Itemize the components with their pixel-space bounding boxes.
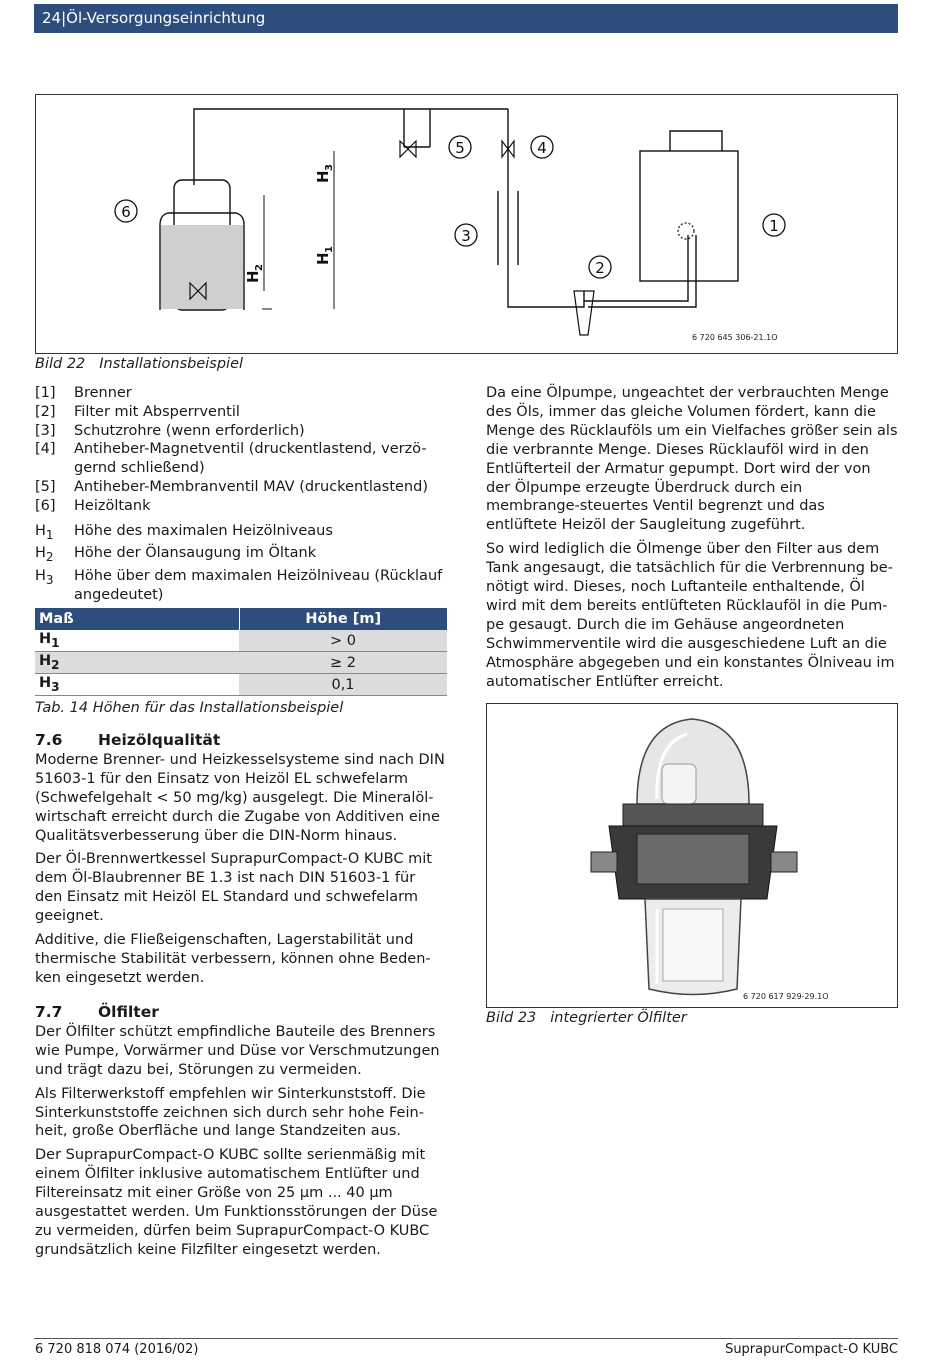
figure22-caption — [35, 356, 243, 372]
table-row: $H_2$ ≥ 2 — [35, 652, 447, 674]
callout-label-1: 1 — [769, 217, 779, 235]
oil-filter-illustration — [487, 704, 897, 1007]
installation-diagram — [35, 94, 898, 354]
section-heading: 7.7 Ölfilter — [35, 1003, 159, 1021]
legend-item: [6] Heizöltank — [35, 497, 151, 514]
figure22-title: Installationsbeispiel — [99, 356, 244, 372]
table-row: $H_1$ > 0 — [35, 630, 447, 652]
figure22-code: 6 720 645 306-21.1O — [692, 333, 778, 342]
figure23-caption — [486, 1010, 687, 1026]
dim-label-h1: H — [314, 252, 332, 265]
table-header-row — [35, 608, 447, 630]
header-separator: | — [61, 9, 67, 27]
callout-label-6: 6 — [121, 203, 131, 221]
legend-item: [5] Antiheber-Membranventil MAV (druckentlastend) — [35, 478, 428, 495]
legend-height-item: $H_2$ Höhe der Ölansaugung im Öltank — [35, 545, 317, 565]
callout-label-3: 3 — [461, 227, 471, 245]
oil-fill — [161, 225, 243, 309]
dim-label-h3: H — [314, 170, 332, 183]
section-7-6 — [35, 731, 447, 993]
figure23-code: 6 720 617 929-29.1O — [743, 992, 829, 1001]
table14-title: Höhen für das Installationsbeispiel — [92, 700, 344, 716]
paragraph: Der Öl-Brennwertkessel SuprapurCompact-O KUBC mit dem Öl-Blaubrenner BE 1.3 ist nach DIN 51603-1 für den Einsatz mit Heizöl EL Standard und schwefelarm geeignet. — [35, 851, 432, 925]
right-column-text — [486, 384, 898, 697]
section-7-7 — [35, 1003, 447, 1265]
figure23-label: Bild 23 — [486, 1010, 537, 1026]
paragraph: Additive, die Fließeigenschaften, Lagerstabilität und thermische Stabilität verbessern, können ohne Beden-ken eingesetzt werden. — [35, 932, 431, 986]
footer-divider — [34, 1338, 898, 1339]
paragraph: Moderne Brenner- und Heizkesselsysteme sind nach DIN 51603-1 für den Einsatz von Heizöl EL schwefelarm (Schwefelgehalt < 50 mg/kg) ausgelegt. Die Mineralöl-wirtschaft erreicht durch die Zugabe von Additiven eine Qualitätsverbesserung über die DIN-Norm hinaus. — [35, 751, 445, 844]
legend-height-item: $H_1$ Höhe des maximalen Heizölniveaus — [35, 522, 333, 542]
legend-item: [3] Schutzrohre (wenn erforderlich) — [35, 422, 305, 439]
legend-item: [4] Antiheber-Magnetventil (druckentlastend, verzö-gernd schließend) — [35, 441, 427, 477]
table-row: $H_3$ 0,1 — [35, 674, 447, 696]
callout-label-4: 4 — [537, 139, 547, 157]
figure22-legend — [35, 384, 455, 605]
footer-doc-number: 6 720 818 074 (2016/02) — [35, 1342, 199, 1357]
table14-label: Tab. 14 — [35, 700, 89, 716]
paragraph: Der Ölfilter schützt empfindliche Bauteile des Brenners wie Pumpe, Vorwärmer und Düse vor Verschmutzungen und trägt dazu bei, Störungen zu vermeiden. — [35, 1023, 440, 1078]
table14-caption — [35, 700, 343, 716]
dim-label-h2-sub: 2 — [254, 264, 265, 271]
section-heading: 7.6 Heizölqualität — [35, 731, 221, 749]
legend-height-item: $H_3$ Höhe über dem maximalen Heizölniveau (Rücklauf angedeutet) — [35, 567, 443, 603]
table-header-mass: Maß — [35, 608, 239, 630]
heights-table — [35, 608, 447, 696]
callout-label-5: 5 — [455, 139, 465, 157]
oil-filter-figure — [486, 703, 898, 1008]
figure23-title: integrierter Ölfilter — [550, 1010, 687, 1026]
table-header-height: Höhe [m] — [239, 608, 447, 630]
legend-item: [2] Filter mit Absperrventil — [35, 403, 240, 420]
paragraph: So wird lediglich die Ölmenge über den Filter aus dem Tank angesaugt, die tatsächlich für die Verbrennung be-nötigt wird. Dieses, noch Luftanteile enthaltende, Öl wird mit dem bereits entlüfteten Rücklauföl in die Pum-pe gesaugt. Durch die im Gehäuse angeordneten Schwimmerventile wird die ausgeschiedene Luft an die Atmosphäre abgegeben und ein konstantes Ölniveau im automatischer Entlüfter erreicht. — [486, 541, 895, 690]
installation-diagram-svg — [36, 95, 897, 353]
dim-label-h2: H — [244, 270, 262, 283]
dim-label-h1-sub: 1 — [324, 246, 335, 253]
callout-label-2: 2 — [595, 259, 605, 277]
dim-label-h3-sub: 3 — [324, 164, 335, 171]
paragraph: Als Filterwerkstoff empfehlen wir Sinterkunststoff. Die Sinterkunststoffe zeichnen sich durch sehr hohe Fein-heit, große Oberfläche und lange Standzeiten aus. — [35, 1085, 426, 1140]
figure22-label: Bild 22 — [35, 356, 86, 372]
page-header — [34, 4, 898, 33]
footer-product: SuprapurCompact-O KUBC — [725, 1342, 898, 1357]
legend-item: [1] Brenner — [35, 385, 132, 401]
section-title: Öl-Versorgungseinrichtung — [66, 9, 266, 27]
burner-outline — [640, 151, 738, 281]
paragraph: Da eine Ölpumpe, ungeachtet der verbrauchten Menge des Öls, immer das gleiche Volumen fördert, kann die Menge des Rücklauföls um ein Vielfaches größer sein als die verbrannte Menge. Dieses Rücklauföl wird in den Entlüfterteil der Armatur gepumpt. Dort wird der von der Ölpumpe erzeugte Überdruck durch ein membrange-steuertes Ventil begrenzt und das entlüftete Heizöl der Saugleitung zugeführt. — [486, 385, 898, 534]
page-number: 24 — [42, 9, 62, 27]
paragraph: Der SuprapurCompact-O KUBC sollte serienmäßig mit einem Ölfilter inklusive automatischem Entlüfter und Filtereinsatz mit einer Größe von 25 µm ... 40 µm ausgestattet werden. Um Funktionsstörungen der Düse zu vermeiden, dürfen beim SuprapurCompact-O KUBC grundsätzlich keine Filzfilter eingesetzt werden. — [35, 1147, 438, 1258]
